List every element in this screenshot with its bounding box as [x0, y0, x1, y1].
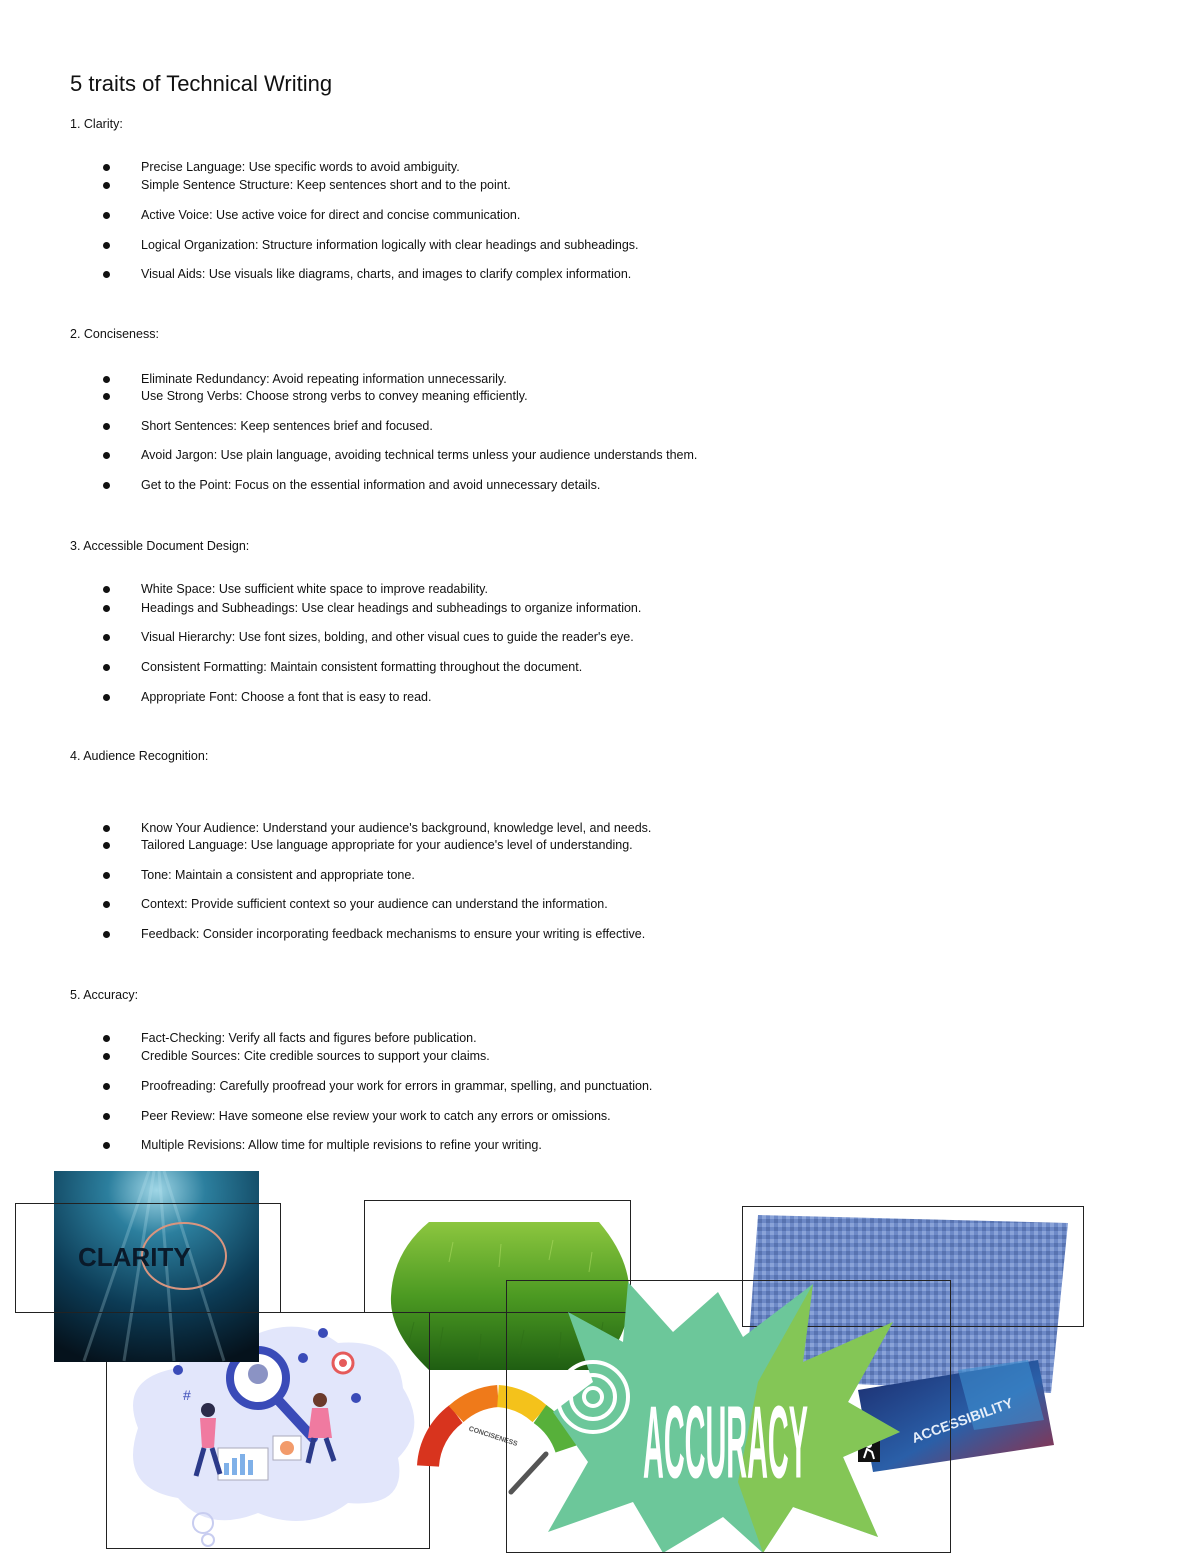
bullet-icon	[103, 1083, 110, 1090]
bullet-icon	[103, 1113, 110, 1120]
bullet-icon	[103, 242, 110, 249]
bullet-icon	[103, 664, 110, 671]
bullet-icon	[103, 376, 110, 383]
bullet-icon	[103, 164, 110, 171]
section-heading-audience: 4. Audience Recognition:	[70, 749, 209, 763]
document-title: 5 traits of Technical Writing	[70, 71, 333, 96]
bullet-icon	[103, 212, 110, 219]
bullet-icon	[103, 694, 110, 701]
bullet-icon	[103, 182, 110, 189]
bullet-icon	[103, 586, 110, 593]
bullet-icon	[103, 393, 110, 400]
accessibility-label: ACCESSIBILITY	[909, 1394, 1016, 1446]
image-frame	[506, 1280, 951, 1553]
bullet-icon	[103, 842, 110, 849]
bullet-icon	[103, 423, 110, 430]
bullet-icon	[103, 1035, 110, 1042]
bullet-icon	[103, 1142, 110, 1149]
bullet-icon	[103, 605, 110, 612]
bullet-icon	[103, 482, 110, 489]
section-heading-document-design: 3. Accessible Document Design:	[70, 539, 250, 553]
bullet-icon	[103, 1053, 110, 1060]
conciseness-label: CONCISENESS	[467, 1425, 519, 1448]
section-heading-conciseness: 2. Conciseness:	[70, 327, 159, 341]
clarity-label: CLARITY	[78, 1242, 191, 1272]
bullet-icon	[103, 901, 110, 908]
bullet-icon	[103, 872, 110, 879]
bullet-icon	[103, 825, 110, 832]
bullet-icon	[103, 452, 110, 459]
image-frame	[15, 1203, 281, 1313]
accuracy-label: ACCURACY	[643, 1386, 808, 1501]
section-heading-accuracy: 5. Accuracy:	[70, 988, 139, 1002]
section-heading-clarity: 1. Clarity:	[70, 117, 123, 131]
bullet-icon	[103, 931, 110, 938]
hashtag-icon: #	[183, 1387, 191, 1403]
bullet-icon	[103, 634, 110, 641]
bullet-icon	[103, 271, 110, 278]
